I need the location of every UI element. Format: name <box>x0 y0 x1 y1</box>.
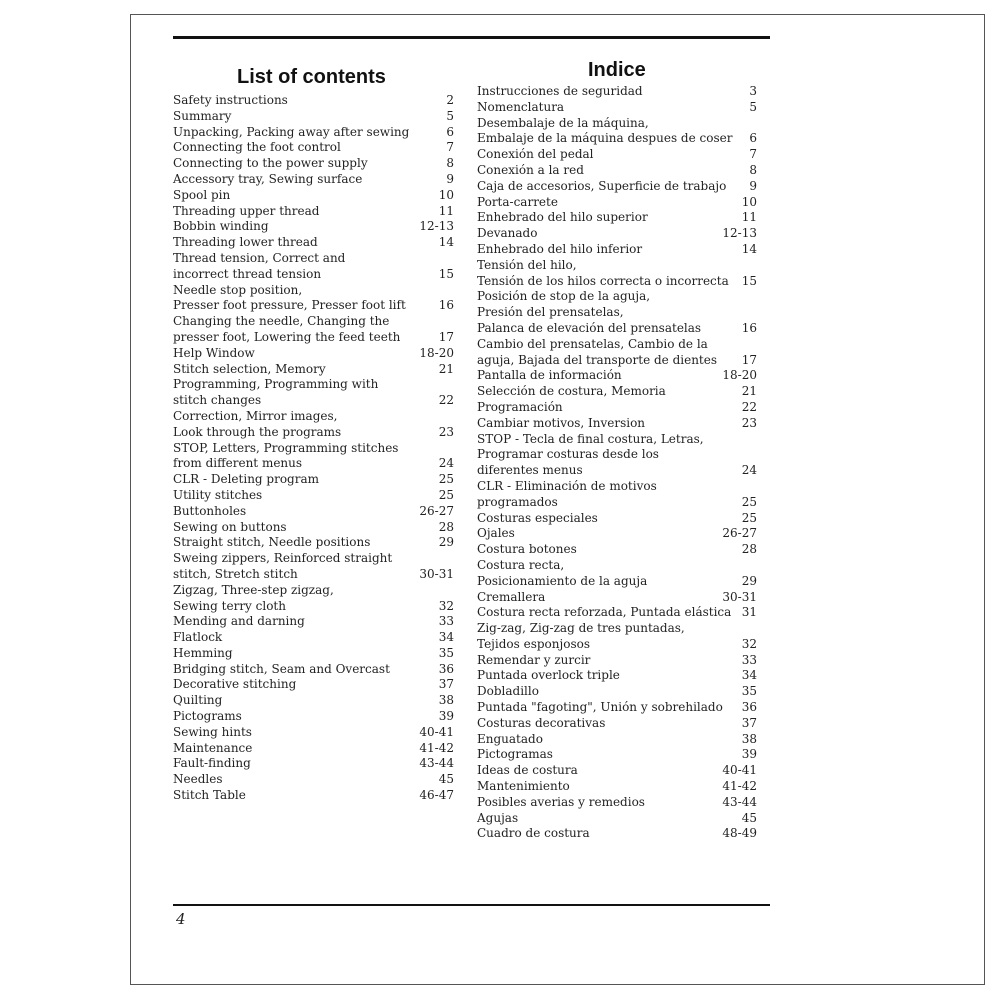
toc-entry-label: Puntada overlock triple <box>477 668 620 683</box>
toc-entry-pages: 40-41 <box>419 724 454 739</box>
toc-entry <box>173 725 454 741</box>
toc-entry <box>173 172 454 188</box>
toc-entry-label: Sewing on buttons <box>173 519 287 534</box>
spanish-toc-title: Indice <box>588 59 646 81</box>
toc-entry-label: Correction, Mirror images, Look through the programs <box>173 408 342 439</box>
toc-entry <box>477 179 757 195</box>
toc-entry-label: Maintenance <box>173 740 253 755</box>
toc-entry <box>477 811 757 827</box>
toc-entry-pages: 16 <box>438 298 454 313</box>
toc-entry-pages: 26-27 <box>722 526 757 541</box>
toc-entry-label: Costuras decorativas <box>477 715 606 730</box>
toc-entry <box>477 368 757 384</box>
toc-entry-label: CLR - Eliminación de motivos programados <box>477 478 657 509</box>
toc-entry-pages: 6 <box>446 124 454 139</box>
toc-entry <box>173 709 454 725</box>
toc-entry-pages: 10 <box>438 187 454 202</box>
toc-entry-label: Hemming <box>173 645 233 660</box>
toc-entry <box>173 188 454 204</box>
toc-entry-pages: 7 <box>749 147 757 162</box>
toc-entry-pages: 8 <box>749 162 757 177</box>
toc-entry <box>477 116 757 148</box>
toc-entry <box>477 779 757 795</box>
toc-entry <box>477 763 757 779</box>
toc-entry-label: Stitch Table <box>173 788 246 803</box>
toc-entry-label: Connecting to the power supply <box>173 156 368 171</box>
toc-entry <box>477 621 757 653</box>
toc-entry <box>477 100 757 116</box>
toc-entry-label: Zig-zag, Zig-zag de tres puntadas, Tejidos esponjosos <box>477 621 685 651</box>
toc-entry-label: Programming, Programming with stitch changes <box>173 377 379 408</box>
toc-entry-pages: 45 <box>741 810 757 825</box>
toc-entry <box>173 109 454 125</box>
toc-entry-pages: 24 <box>438 456 454 471</box>
toc-entry <box>477 653 757 669</box>
toc-entry-label: Pictograms <box>173 709 242 724</box>
toc-entry-pages: 24 <box>741 463 757 478</box>
toc-entry-label: Enhebrado del hilo superior <box>477 210 648 225</box>
toc-entry-label: Unpacking, Packing away after sewing <box>173 124 410 139</box>
toc-entry-label: Threading upper thread <box>173 203 320 218</box>
toc-entry-label: Caja de accesorios, Superficie de trabajo <box>477 178 727 193</box>
toc-entry-pages: 39 <box>741 747 757 762</box>
toc-entry-label: Ideas de costura <box>477 763 578 778</box>
toc-entry <box>173 504 454 520</box>
toc-entry-pages: 38 <box>741 731 757 746</box>
toc-entry-label: Costura recta reforzada, Puntada elástica <box>477 605 732 620</box>
toc-entry-label: Costura botones <box>477 542 577 557</box>
toc-entry-pages: 8 <box>446 156 454 171</box>
toc-entry <box>477 432 757 479</box>
toc-entry-label: Porta-carrete <box>477 194 558 209</box>
toc-entry-pages: 23 <box>741 415 757 430</box>
toc-entry <box>173 520 454 536</box>
toc-entry <box>173 741 454 757</box>
toc-entry-label: Selección de costura, Memoria <box>477 384 666 399</box>
toc-entry-label: Help Window <box>173 345 255 360</box>
toc-entry-pages: 25 <box>741 510 757 525</box>
toc-entry-label: Bobbin winding <box>173 219 269 234</box>
toc-entry <box>477 826 757 842</box>
toc-entry <box>477 416 757 432</box>
toc-entry-label: Zigzag, Three-step zigzag, Sewing terry cloth <box>173 582 334 613</box>
toc-entry <box>173 441 454 473</box>
toc-entry-pages: 11 <box>438 203 454 218</box>
toc-entry-label: STOP, Letters, Programming stitches from different menus <box>173 440 399 471</box>
toc-entry-pages: 21 <box>741 384 757 399</box>
toc-entry <box>173 93 454 109</box>
toc-entry-label: Safety instructions <box>173 93 288 107</box>
toc-entry-label: Posición de stop de la aguja, Presión del prensatelas, Palanca de elevación del prensatelas <box>477 289 702 335</box>
toc-entry <box>173 693 454 709</box>
toc-entry-pages: 12-13 <box>722 226 757 241</box>
toc-entry <box>173 535 454 551</box>
toc-entry-label: Threading lower thread <box>173 235 318 250</box>
toc-entry-pages: 10 <box>741 194 757 209</box>
toc-entry-pages: 40-41 <box>722 763 757 778</box>
toc-entry-pages: 22 <box>438 393 454 408</box>
toc-entry-label: Thread tension, Correct and incorrect thread tension <box>173 250 346 281</box>
toc-entry <box>173 662 454 678</box>
toc-entry <box>477 700 757 716</box>
toc-entry-label: Spool pin <box>173 187 231 202</box>
toc-entry-pages: 3 <box>749 84 757 98</box>
toc-entry-pages: 2 <box>446 93 454 107</box>
toc-entry-label: Straight stitch, Needle positions <box>173 535 371 550</box>
toc-entry-pages: 25 <box>438 472 454 487</box>
toc-entry-label: Sewing hints <box>173 724 252 739</box>
toc-entry <box>173 614 454 630</box>
toc-entry-pages: 5 <box>749 99 757 114</box>
toc-entry-pages: 26-27 <box>419 503 454 518</box>
toc-entry-pages: 14 <box>438 235 454 250</box>
toc-entry-label: Sweing zippers, Reinforced straight stitch, Stretch stitch <box>173 551 393 581</box>
toc-entry-pages: 38 <box>438 693 454 708</box>
toc-entry <box>173 204 454 220</box>
toc-entry <box>173 583 454 615</box>
toc-entry <box>173 472 454 488</box>
toc-entry <box>173 219 454 235</box>
toc-entry-label: Enguatado <box>477 731 543 746</box>
toc-entry-pages: 30-31 <box>722 589 757 604</box>
toc-entry-label: Connecting the foot control <box>173 140 341 155</box>
toc-entry-pages: 33 <box>438 614 454 629</box>
toc-entry <box>173 772 454 788</box>
toc-entry-label: Fault-finding <box>173 756 251 771</box>
toc-entry <box>477 195 757 211</box>
toc-entry-label: Pictogramas <box>477 747 553 762</box>
english-toc-list <box>173 93 454 804</box>
toc-entry-label: Flatlock <box>173 630 223 645</box>
toc-entry <box>477 684 757 700</box>
toc-entry-pages: 22 <box>741 399 757 414</box>
toc-entry-label: Utility stitches <box>173 487 263 502</box>
toc-entry-label: Costura recta, Posicionamiento de la aguja <box>477 557 648 588</box>
toc-entry-pages: 37 <box>741 715 757 730</box>
toc-entry <box>477 210 757 226</box>
toc-entry <box>173 140 454 156</box>
toc-entry-label: Needles <box>173 772 223 787</box>
toc-entry-label: Cuadro de costura <box>477 826 590 841</box>
toc-entry-label: Cambio del prensatelas, Cambio de la aguja, Bajada del transporte de dientes <box>477 336 718 367</box>
toc-entry-label: Ojales <box>477 526 515 541</box>
toc-entry <box>477 400 757 416</box>
toc-entry <box>477 479 757 511</box>
toc-entry-pages: 31 <box>741 605 757 620</box>
toc-entry-pages: 23 <box>438 424 454 439</box>
toc-entry-pages: 48-49 <box>722 826 757 841</box>
toc-entry-pages: 45 <box>438 772 454 787</box>
toc-entry <box>173 251 454 283</box>
toc-entry-pages: 5 <box>446 108 454 123</box>
toc-entry-label: Pantalla de información <box>477 368 622 383</box>
toc-entry <box>477 668 757 684</box>
toc-entry-pages: 29 <box>438 535 454 550</box>
toc-entry-pages: 17 <box>438 329 454 344</box>
toc-entry <box>477 511 757 527</box>
toc-entry-pages: 30-31 <box>419 566 454 581</box>
toc-entry <box>477 526 757 542</box>
toc-entry <box>477 558 757 590</box>
toc-entry <box>173 756 454 772</box>
toc-entry-pages: 7 <box>446 140 454 155</box>
toc-entry <box>477 242 757 258</box>
toc-entry-label: Devanado <box>477 226 538 241</box>
bottom-rule <box>173 904 770 906</box>
toc-entry-pages: 32 <box>438 598 454 613</box>
toc-entry-label: Quilting <box>173 693 223 708</box>
toc-entry-pages: 15 <box>438 266 454 281</box>
toc-entry-pages: 37 <box>438 677 454 692</box>
toc-entry <box>173 314 454 346</box>
toc-entry-label: Cremallera <box>477 589 546 604</box>
toc-entry-label: Changing the needle, Changing the presser foot, Lowering the feed teeth <box>173 314 401 344</box>
toc-entry <box>477 716 757 732</box>
toc-entry-label: Conexión del pedal <box>477 147 594 162</box>
toc-entry-pages: 25 <box>438 487 454 502</box>
page-number: 4 <box>176 910 186 928</box>
toc-entry-pages: 9 <box>446 171 454 186</box>
toc-entry <box>173 156 454 172</box>
toc-entry-pages: 33 <box>741 652 757 667</box>
toc-entry <box>477 605 757 621</box>
toc-entry-label: CLR - Deleting program <box>173 472 320 487</box>
toc-entry-pages: 9 <box>749 178 757 193</box>
toc-entry-pages: 21 <box>438 361 454 376</box>
toc-entry-label: Summary <box>173 108 232 123</box>
toc-entry-label: Instrucciones de seguridad <box>477 84 643 98</box>
toc-entry-label: Enhebrado del hilo inferior <box>477 241 643 256</box>
toc-entry-pages: 11 <box>741 210 757 225</box>
toc-entry-label: Decorative stitching <box>173 677 297 692</box>
toc-entry <box>173 283 454 315</box>
toc-entry <box>477 732 757 748</box>
top-rule <box>173 36 770 39</box>
toc-entry-pages: 18-20 <box>722 368 757 383</box>
toc-entry-label: Cambiar motivos, Inversion <box>477 415 646 430</box>
toc-entry-pages: 29 <box>741 573 757 588</box>
toc-entry-label: Costuras especiales <box>477 510 598 525</box>
toc-entry-pages: 41-42 <box>419 740 454 755</box>
toc-entry <box>477 590 757 606</box>
toc-entry-pages: 28 <box>741 542 757 557</box>
toc-entry-label: Agujas <box>477 810 519 825</box>
toc-entry <box>173 125 454 141</box>
toc-entry-label: Dobladillo <box>477 684 539 699</box>
toc-entry-label: Mantenimiento <box>477 779 570 794</box>
toc-entry-pages: 35 <box>741 684 757 699</box>
toc-entry <box>477 795 757 811</box>
toc-entry-pages: 16 <box>741 320 757 335</box>
toc-entry <box>173 788 454 804</box>
toc-entry-label: Bridging stitch, Seam and Overcast <box>173 661 390 676</box>
toc-entry-pages: 39 <box>438 709 454 724</box>
toc-entry-pages: 36 <box>741 700 757 715</box>
toc-entry <box>173 630 454 646</box>
toc-entry <box>173 646 454 662</box>
toc-entry-label: Needle stop position, Presser foot pressure, Presser foot lift <box>173 282 406 313</box>
toc-entry <box>477 84 757 100</box>
toc-entry <box>173 551 454 583</box>
toc-entry <box>173 488 454 504</box>
toc-entry-pages: 43-44 <box>419 756 454 771</box>
toc-entry <box>173 346 454 362</box>
toc-entry-label: Conexión a la red <box>477 162 584 177</box>
toc-entry-label: Accessory tray, Sewing surface <box>173 171 363 186</box>
toc-entry-pages: 43-44 <box>722 794 757 809</box>
toc-entry <box>173 377 454 409</box>
toc-entry-pages: 15 <box>741 273 757 288</box>
toc-entry-pages: 18-20 <box>419 345 454 360</box>
english-toc-title: List of contents <box>237 66 386 88</box>
toc-entry-pages: 34 <box>741 668 757 683</box>
toc-entry-label: Mending and darning <box>173 614 305 629</box>
toc-entry-pages: 6 <box>749 131 757 146</box>
toc-entry-pages: 34 <box>438 630 454 645</box>
toc-entry-label: Tensión del hilo, Tensión de los hilos correcta o incorrecta <box>477 257 729 288</box>
toc-entry-label: Puntada "fagoting", Unión y sobrehilado <box>477 700 723 715</box>
toc-entry-label: Remendar y zurcir <box>477 652 591 667</box>
toc-entry <box>477 289 757 336</box>
toc-entry-label: Posibles averias y remedios <box>477 794 645 809</box>
toc-entry <box>477 542 757 558</box>
toc-entry <box>173 235 454 251</box>
toc-entry-pages: 28 <box>438 519 454 534</box>
toc-entry-pages: 17 <box>741 352 757 367</box>
toc-entry-pages: 41-42 <box>722 779 757 794</box>
toc-entry <box>173 409 454 441</box>
toc-entry-label: Desembalaje de la máquina, Embalaje de la máquina despues de coser <box>477 115 733 146</box>
toc-entry-label: STOP - Tecla de final costura, Letras, Programar costuras desde los diferentes menus <box>477 431 704 478</box>
toc-entry-label: Buttonholes <box>173 503 247 518</box>
toc-entry <box>173 677 454 693</box>
toc-entry <box>477 226 757 242</box>
toc-entry-pages: 12-13 <box>419 219 454 234</box>
toc-entry <box>477 384 757 400</box>
toc-entry-label: Nomenclatura <box>477 99 565 114</box>
toc-entry <box>477 163 757 179</box>
toc-entry <box>477 258 757 290</box>
toc-entry <box>477 747 757 763</box>
toc-entry-pages: 32 <box>741 636 757 651</box>
toc-entry-pages: 36 <box>438 661 454 676</box>
toc-entry <box>173 362 454 378</box>
spanish-toc-list <box>477 84 757 842</box>
toc-entry-pages: 46-47 <box>419 788 454 803</box>
toc-entry-pages: 35 <box>438 645 454 660</box>
toc-entry-label: Programación <box>477 399 563 414</box>
toc-entry-pages: 14 <box>741 241 757 256</box>
toc-entry <box>477 337 757 369</box>
toc-entry-pages: 25 <box>741 494 757 509</box>
toc-entry-label: Stitch selection, Memory <box>173 361 326 376</box>
toc-entry <box>477 147 757 163</box>
